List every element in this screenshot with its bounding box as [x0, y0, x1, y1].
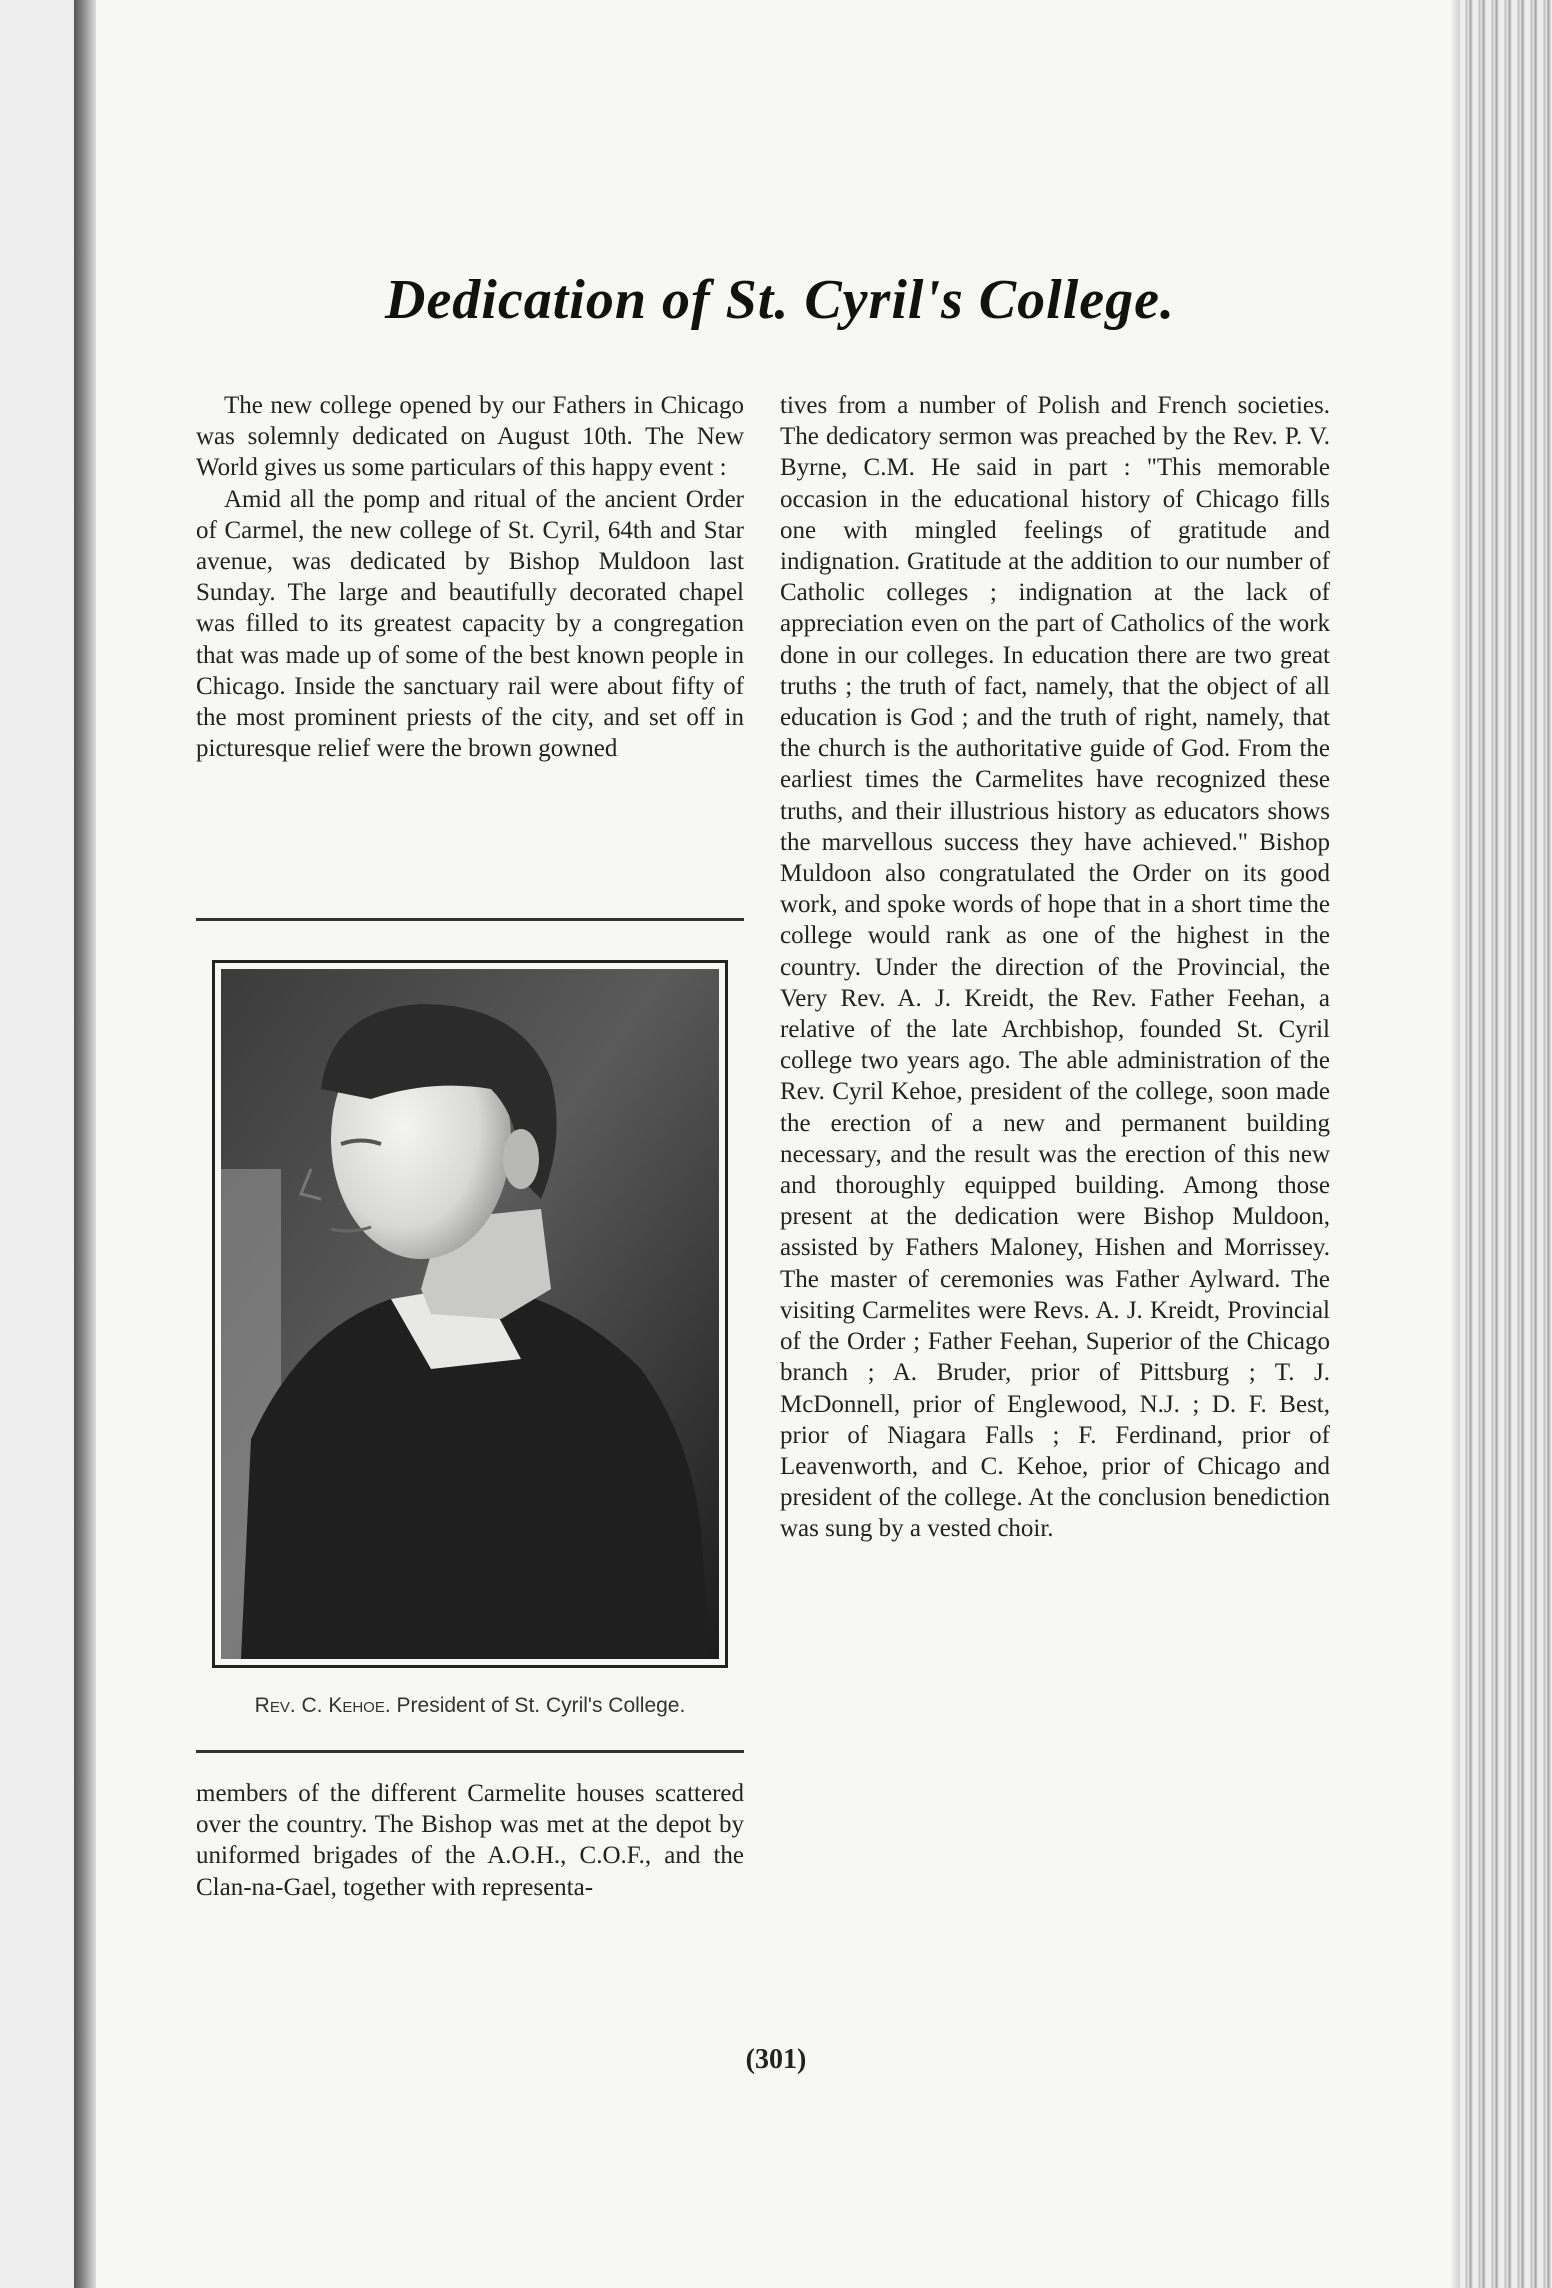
portrait-image	[221, 969, 719, 1659]
book-gutter	[74, 0, 96, 2288]
caption-name: Rev. C. Kehoe.	[254, 1694, 391, 1717]
body-paragraph-2: members of the different Carmelite houses scattered over the country. The Bishop was met at the depot by uniformed brigades of the A.O.H., C.O.F., and the Clan-na-Gael, together with representa-	[196, 1780, 744, 1901]
facing-page-edge	[0, 0, 82, 2288]
right-column	[780, 390, 1330, 1545]
left-column-bottom	[196, 1778, 744, 1903]
portrait-photo	[212, 960, 728, 1668]
portrait-illustration	[221, 969, 719, 1659]
intro-paragraph: The new college opened by our Fathers in Chicago was solemnly dedicated on August 10th. The New World gives us some particulars of this happy event :	[196, 392, 744, 482]
page-number: (301)	[745, 2044, 807, 2075]
article-title: Dedication of St. Cyril's College.	[385, 269, 1175, 331]
caption-title: President of St. Cyril's College.	[396, 1694, 686, 1717]
photo-rule-bottom	[196, 1750, 744, 1753]
body-paragraph-3: tives from a number of Polish and French societies. The dedicatory sermon was preached by the Rev. P. V. Byrne, C.M. He said in part : "This memorable occasion in the educational history of Chicago fills one with mingled feelings of gratitude and indignation. Gratitude at the addition to our number of Catholic colleges ; indignation at the lack of appreciation even on the part of Catholics of the work done in our colleges. In education there are two great truths ; the truth of fact, namely, that the object of all education is God ; and the truth of right, namely, that the church is the authoritative guide of God. From the earliest times the Carmelites have recognized these truths, and their illustrious history as educators shows the marvellous success they have achieved." Bishop Muldoon also congratulated the Order on its good work, and spoke words of hope that in a short time the college would rank as one of the highest in the country. Under the direction of the Provincial, the Very Rev. A. J. Kreidt, the Rev. Father Feehan, a relative of the late Archbishop, founded St. Cyril college two years ago. The able administration of the Rev. Cyril Kehoe, president of the college, soon made the erection of a new and permanent building necessary, and the result was the erection of this new and thoroughly equipped building. Among those present at the dedication were Bishop Muldoon, assisted by Fathers Maloney, Hishen and Morrissey. The master of ceremonies was Father Aylward. The visiting Carmelites were Revs. A. J. Kreidt, Provincial of the Order ; Father Feehan, Superior of the Chicago branch ; A. Bruder, prior of Pittsburg ; T. J. McDonnell, prior of Englewood, N.J. ; D. F. Best, prior of Niagara Falls ; F. Ferdinand, prior of Leavenworth, and C. Kehoe, prior of Chicago and president of the college. At the conclusion benediction was sung by a vested choir.	[780, 392, 1330, 1543]
body-paragraph-1: Amid all the pomp and ritual of the ancient Order of Carmel, the new college of St. Cyril, 64th and Star avenue, was dedicated by Bishop Muldoon last Sunday. The large and beautifully decorated chapel was filled to its greatest capacity by a congregation that was made up of some of the best known people in Chicago. Inside the sanctuary rail were about fifty of the most prominent priests of the city, and set off in picturesque relief were the brown gowned	[196, 485, 744, 763]
photo-rule-top	[196, 918, 744, 921]
photo-caption	[196, 1694, 744, 1718]
left-column-top	[196, 390, 744, 764]
stacked-page-edges	[1460, 0, 1552, 2288]
